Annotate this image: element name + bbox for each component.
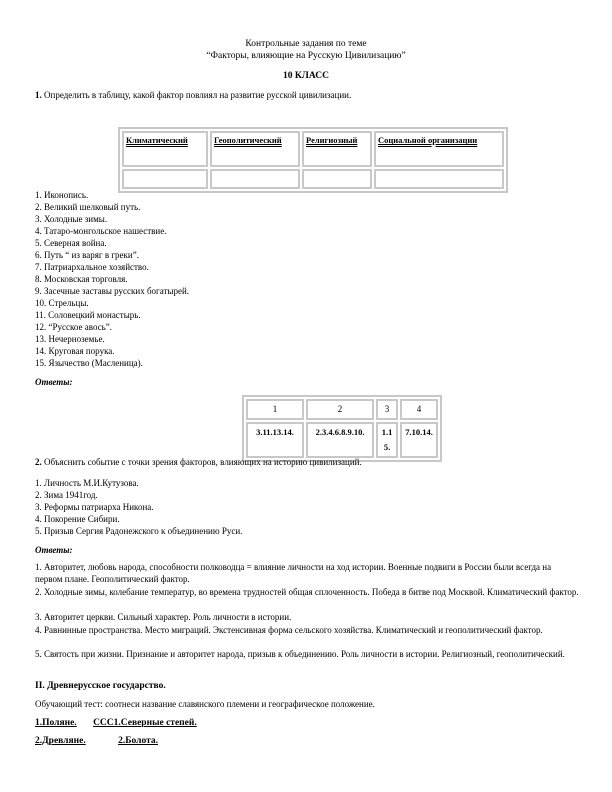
factors-header-cell: Социальной организации (374, 131, 504, 167)
matching-left: 1.Поляне. (35, 718, 77, 728)
list-item: 11. Соловецкий монастырь. (35, 310, 141, 320)
factors-header-cell: Геополитический (210, 131, 300, 167)
list-item: 3. Холодные зимы. (35, 214, 108, 224)
list-item: 7. Патриархальное хозяйство. (35, 262, 149, 272)
task1-number: 1. (35, 90, 42, 100)
task1-answers-heading: Ответы: (35, 377, 73, 387)
answers-value-cell: 2.3.4.6.8.9.10. (306, 422, 374, 458)
task2-answer-5: 5. Святость при жизни. Признание и авторитет народа, призыв к объединению. Роль личности в истории. Религиозный, геополитический. (35, 649, 565, 659)
list-item: 4. Покорение Сибири. (35, 514, 120, 524)
list-item: 2. Зима 1941год. (35, 490, 98, 500)
section2-heading: II. Древнерусское государство. (35, 681, 166, 691)
list-item: 12. “Русское авось”. (35, 322, 113, 332)
list-item: 1. Иконопись. (35, 190, 89, 200)
factors-empty-cell[interactable] (122, 169, 208, 189)
task1-prompt (35, 90, 351, 102)
factors-header-cell: Религиозный (302, 131, 372, 167)
list-item: 6. Путь “ из варяг в греки”. (35, 250, 139, 260)
task2-text: Объяснить событие с точки зрения факторов, влияющих на историю цивилизаций. (41, 457, 362, 467)
answers-header-cell: 4 (400, 399, 438, 420)
answers-header-row (246, 399, 438, 420)
task2-answers-heading: Ответы: (35, 545, 73, 555)
factors-header-cell: Климатический (122, 131, 208, 167)
list-item: 1. Личность М.И.Кутузова. (35, 478, 139, 488)
factors-table (118, 127, 508, 193)
matching-row-2 (35, 735, 158, 747)
list-item: 14. Круговая порука. (35, 346, 115, 356)
list-item: 4. Татаро-монгольское нашествие. (35, 226, 167, 236)
task2-answer-2: 2. Холодные зимы, колебание температур, во времена трудностей общая сплоченность. Победа в битве под Москвой. Климатический фактор. (35, 587, 579, 597)
header-line-1: Контрольные задания по теме (245, 39, 367, 49)
list-item: 5. Призыв Сергия Радонежского к объединению Руси. (35, 526, 243, 536)
answers-table (242, 395, 442, 462)
matching-left: 2.Древляне. (35, 736, 86, 746)
section2-intro: Обучающий тест: соотнеси название славянского племени и географическое положение. (35, 699, 375, 709)
list-item: 15. Язычество (Масленица). (35, 358, 143, 368)
factors-empty-cell[interactable] (210, 169, 300, 189)
factors-empty-row (122, 169, 504, 189)
answers-value-cell: 1.15. (376, 422, 398, 458)
factors-empty-cell[interactable] (374, 169, 504, 189)
task2-answer-4: 4. Равнинные пространства. Место миграций. Экстенсивная форма сельского хозяйства. Климатический и геополитический фактор. (35, 625, 543, 635)
task1-item-list (35, 189, 189, 369)
list-item: 10. Стрельцы. (35, 298, 89, 308)
answers-value-row (246, 422, 438, 458)
factors-header-row (122, 131, 504, 167)
matching-row-1 (35, 717, 197, 729)
matching-right: ССС1.Северные степей. (93, 718, 197, 728)
task2-number: 2. (35, 457, 42, 467)
answers-header-cell: 3 (376, 399, 398, 420)
task2-answer-3: 3. Авторитет церкви. Сильный характер. Роль личности в истории. (35, 612, 292, 622)
list-item: 3. Реформы патриарха Никона. (35, 502, 154, 512)
answers-value-cell: 3.11.13.14. (246, 422, 304, 458)
grade-heading: 10 КЛАСС (283, 71, 329, 81)
list-item: 13. Нечерноземье. (35, 334, 105, 344)
matching-right: 2.Болота. (118, 736, 158, 746)
header-line-2: “Факторы, влияющие на Русскую Цивилизацию” (206, 51, 406, 61)
factors-empty-cell[interactable] (302, 169, 372, 189)
answers-value-cell: 7.10.14. (400, 422, 438, 458)
list-item: 2. Великий шелковый путь. (35, 202, 141, 212)
answers-header-cell: 2 (306, 399, 374, 420)
task1-text: Определить в таблицу, какой фактор повлиял на развитие русской цивилизации. (41, 90, 352, 100)
task2-answer-1: 1. Авторитет, любовь народа, способности полководца = влияние личности на ход истории. Военные подвиги в России были всегда на первом плане. Геополитический фактор. (35, 562, 552, 584)
list-item: 5. Северная война. (35, 238, 107, 248)
list-item: 8. Московская торговля. (35, 274, 128, 284)
task2-item-list (35, 477, 242, 537)
task2-prompt (35, 457, 362, 469)
answers-header-cell: 1 (246, 399, 304, 420)
list-item: 9. Засечные заставы русских богатырей. (35, 286, 190, 296)
